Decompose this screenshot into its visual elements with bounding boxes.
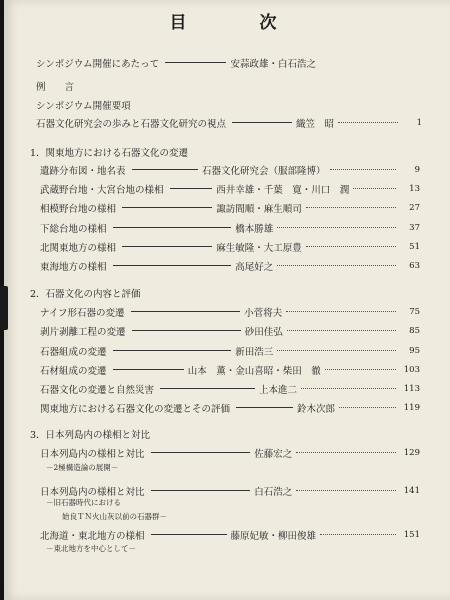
leader-line: [131, 311, 241, 312]
toc-entry-author: 石器文化研究会（服部隆博）: [202, 165, 326, 177]
leader-dots: [306, 207, 396, 208]
toc-entry-author: 上本進二: [259, 384, 298, 396]
toc-entry-page: 63: [409, 260, 420, 271]
leader-dots: [338, 122, 398, 123]
leader-dots: [296, 490, 396, 491]
toc-entry-label: 石材組成の変遷: [40, 365, 107, 377]
toc-entry-author: 織笠 昭: [296, 118, 335, 130]
leader-dots: [353, 188, 396, 189]
toc-entry-label: 石器文化研究会の歩みと石器文化研究の視点: [36, 118, 227, 130]
toc-entry: [40, 363, 420, 376]
toc-entry: [40, 259, 420, 272]
leader-line: [132, 169, 198, 170]
toc-entry: [40, 305, 420, 318]
leader-dots: [277, 227, 396, 228]
leader-line: [165, 62, 226, 63]
toc-entry-label: 剥片剥離工程の変遷: [40, 326, 126, 338]
leader-dots: [277, 265, 396, 266]
toc-entry-author: 高尾好之: [235, 261, 274, 273]
section-heading: 1．関東地方における石器文化の変遷: [30, 148, 189, 159]
toc-entry: [40, 344, 420, 357]
toc-entry-page: 75: [409, 306, 421, 317]
leader-dots: [296, 452, 396, 453]
section-heading: 2．石器文化の内容と評価: [30, 289, 141, 300]
leader-dots: [339, 407, 396, 408]
toc-entry-label: 関東地方における石器文化の変遷とその評価: [40, 403, 231, 415]
leader-line: [113, 369, 184, 370]
leader-dots: [287, 330, 396, 331]
toc-entry-subtitle: －2極構造論の展開－: [46, 463, 119, 472]
toc-entry: [40, 221, 420, 234]
toc-entry-page: 13: [409, 183, 420, 194]
toc-entry-label: 石器組成の変遷: [40, 346, 107, 358]
leader-line: [122, 246, 212, 247]
toc-entry-label: シンポジウム開催にあたって: [36, 58, 160, 70]
toc-entry-author: 白石浩之: [254, 486, 293, 498]
leader-line: [170, 188, 213, 189]
toc-entry-page: 51: [409, 241, 420, 252]
toc-entry-author: 山本 薫・金山喜昭・柴田 徹: [187, 365, 321, 377]
leader-line: [151, 534, 227, 535]
toc-entry-page: 1: [416, 117, 422, 128]
leader-line: [151, 452, 251, 453]
toc-entry-label: 武蔵野台地・大宮台地の様相: [40, 184, 164, 196]
leader-dots: [330, 169, 396, 170]
toc-entry-page: 27: [409, 202, 420, 213]
section-heading: 3．日本列島内の様相と対比: [30, 430, 151, 441]
toc-entry-label: 日本列島内の様相と対比: [40, 486, 145, 498]
leader-dots: [277, 350, 396, 351]
toc-entry-label: 日本列島内の様相と対比: [40, 448, 145, 460]
toc-entry-author: 砂田佳弘: [244, 326, 283, 338]
toc-entry-page: 119: [403, 402, 420, 413]
toc-entry-label: ナイフ形石器の変遷: [40, 307, 125, 319]
toc-entry: [40, 446, 420, 459]
toc-entry-page: 95: [409, 345, 420, 356]
toc-entry-author: 藤原妃敏・柳田俊雄: [230, 530, 317, 542]
toc-entry-label: 北関東地方の様相: [40, 242, 117, 254]
toc-entry-author: 安蒜政雄・白石浩之: [230, 58, 316, 70]
toc-entry: [40, 182, 420, 195]
toc-entry-notes: 例 言: [36, 82, 75, 93]
leader-dots: [320, 534, 396, 535]
leader-line: [236, 407, 293, 408]
leader-line: [122, 207, 212, 208]
toc-entry-page: 141: [403, 485, 420, 496]
toc-entry-subtitle: －旧石器時代における: [46, 498, 121, 507]
leader-line: [113, 227, 232, 228]
toc-entry: [40, 201, 420, 214]
toc-entry-label: 相模野台地の様相: [40, 203, 117, 215]
toc-entry: [40, 324, 420, 337]
toc-entry: [40, 484, 420, 497]
page-title: 目 次: [169, 13, 305, 33]
leader-dots: [301, 388, 396, 389]
toc-entry-author: 西井幸雄・千葉 寛・川口 潤: [216, 184, 350, 196]
toc-entry-page: 37: [409, 222, 420, 233]
contents-page: [4, 0, 450, 600]
toc-entry-page: 9: [414, 164, 420, 175]
toc-entry-subtitle: －東北地方を中心として－: [46, 544, 136, 553]
toc-entry-history: [36, 116, 422, 129]
binder-clip: [0, 286, 8, 330]
toc-entry: [40, 163, 420, 176]
toc-entry-page: 151: [403, 529, 420, 540]
leader-line: [113, 265, 232, 266]
toc-entry-label: 石器文化の変遷と自然災害: [40, 384, 155, 396]
toc-entry-subtitle: 始良ＴＮ火山灰以前の石器群－: [62, 512, 167, 521]
toc-entry-author: 佐藤宏之: [254, 448, 293, 460]
toc-entry-author: 新田浩三: [235, 346, 274, 358]
leader-line: [160, 388, 255, 389]
toc-entry-author: 麻生敏隆・大工原豊: [216, 242, 302, 254]
toc-entry-author: 小菅将夫: [244, 307, 283, 319]
toc-entry-page: 129: [403, 447, 420, 458]
leader-line: [113, 350, 232, 351]
toc-entry-label: 下総台地の様相: [40, 223, 107, 235]
leader-dots: [286, 311, 396, 312]
toc-entry-opening: [36, 56, 316, 69]
leader-line: [132, 330, 241, 331]
toc-entry-label: 遺跡分布図・地名表: [40, 165, 126, 177]
leader-dots: [306, 246, 396, 247]
toc-entry-page: 85: [409, 325, 420, 336]
toc-entry-label: 北海道・東北地方の様相: [40, 530, 145, 542]
toc-entry-author: 鈴木次郎: [297, 403, 336, 415]
leader-line: [232, 122, 292, 123]
toc-entry-outline: シンポジウム開催要項: [36, 101, 131, 112]
toc-entry-page: 103: [403, 364, 420, 375]
toc-entry: [40, 401, 420, 414]
toc-entry-author: 諏訪間順・麻生順司: [216, 203, 302, 215]
leader-dots: [325, 369, 396, 370]
toc-entry-author: 橋本勝雄: [235, 223, 274, 235]
toc-entry-page: 113: [403, 383, 420, 394]
toc-entry: [40, 528, 420, 541]
toc-entry-label: 東海地方の様相: [40, 261, 107, 273]
leader-line: [151, 490, 251, 491]
toc-entry: [40, 382, 420, 395]
toc-entry: [40, 240, 420, 253]
